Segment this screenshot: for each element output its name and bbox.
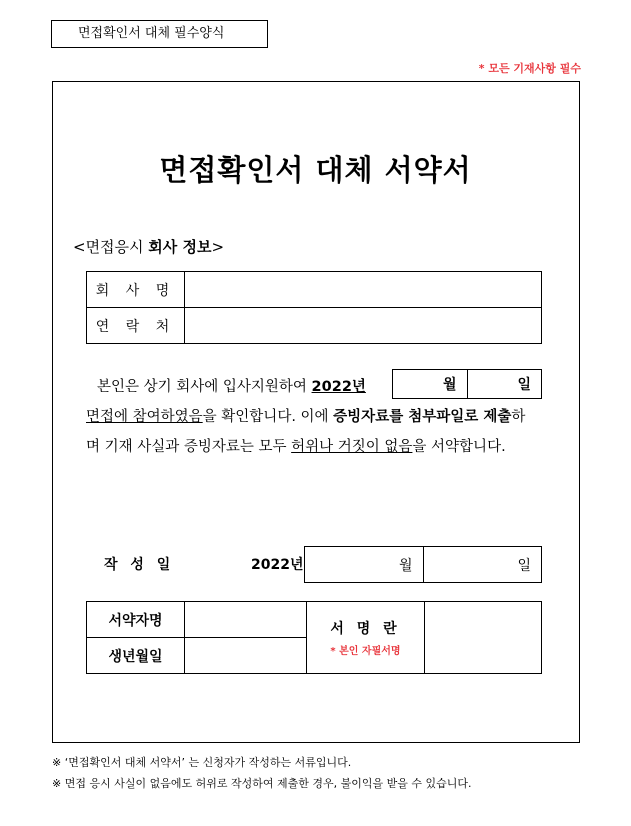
company-name-field[interactable] [185, 272, 542, 308]
statement-p2: 면접에 참여하였음 [86, 409, 203, 425]
section-suffix: > [211, 238, 225, 256]
interview-month-field[interactable]: 월 [393, 370, 468, 399]
birthdate-label: 생년월일 [87, 638, 185, 674]
required-note: * 모든 기재사항 필수 [478, 62, 581, 75]
written-month-field[interactable]: 월 [305, 547, 424, 583]
footnote-2: ※ 면접 응시 사실이 없음에도 허위로 작성하여 제출한 경우, 불이익을 받을 수 있습니다. [52, 777, 472, 790]
statement-year: 2022년 [311, 379, 366, 395]
section-prefix: <면접응시 [73, 238, 149, 256]
company-name-label: 회 사 명 [87, 272, 185, 308]
section-bold: 회사 정보 [148, 238, 212, 256]
signature-field[interactable] [425, 602, 542, 674]
statement-p3: 을 확인합니다. 이에 [202, 409, 334, 425]
statement-p7: 을 서약합니다. [412, 439, 506, 455]
statement-p1: 본인은 상기 회사에 입사지원하여 [97, 379, 312, 395]
form-type-label: 면접확인서 대체 필수양식 [51, 20, 268, 48]
section-heading [73, 236, 224, 257]
signature-table [86, 601, 542, 674]
contact-label: 연 락 처 [87, 308, 185, 344]
interview-day-field[interactable]: 일 [467, 370, 542, 399]
written-day-field[interactable]: 일 [423, 547, 542, 583]
written-date-year: 2022년 [251, 557, 304, 573]
signature-label-cell [307, 602, 425, 674]
interview-date-box [392, 369, 542, 399]
written-date-label: 작 성 일 [104, 557, 175, 573]
pledger-name-field[interactable] [185, 602, 307, 638]
pledger-name-label: 서약자명 [87, 602, 185, 638]
signature-note: * 본인 자필서명 [330, 646, 401, 657]
company-info-table [86, 271, 542, 344]
contact-field[interactable] [185, 308, 542, 344]
written-date-table [304, 546, 542, 583]
statement-p6: 허위나 거짓이 없음 [291, 439, 413, 455]
signature-label: 서 명 란 [330, 621, 401, 637]
statement-p5: 하며 기재 사실과 증빙자료는 모두 [86, 409, 526, 455]
footnote-1: ※ ‘면접확인서 대체 서약서’ 는 신청자가 작성하는 서류입니다. [52, 756, 352, 769]
page-title: 면접확인서 대체 서약서 [159, 153, 472, 187]
birthdate-field[interactable] [185, 638, 307, 674]
statement-p4: 증빙자료를 첨부파일로 제출 [333, 409, 512, 425]
